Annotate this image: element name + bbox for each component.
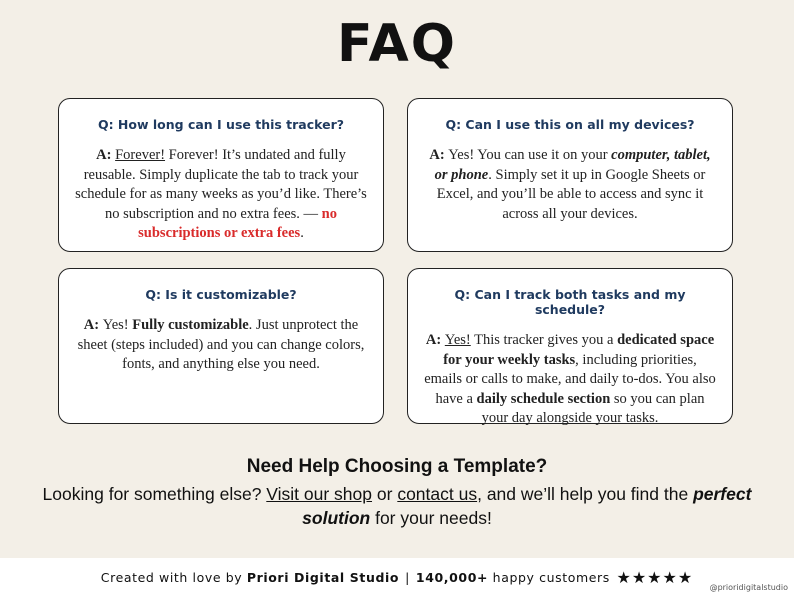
footer-bar — [0, 558, 794, 595]
answer-prefix: A: — [96, 147, 116, 163]
help-text-end: for your needs! — [370, 508, 492, 528]
customers-count: 140,000+ — [415, 570, 489, 585]
faq-card-devices — [407, 98, 733, 252]
footer-credits — [0, 568, 794, 587]
answer-text-end: . Simply set it up in Google Sheets or Excel, and you’ll be able to access and sync it across all your devices. — [436, 166, 706, 222]
answer-text-mid: , including priorities, emails or calls to make, and daily to-dos. You also have a — [424, 351, 716, 407]
footer-separator: | — [405, 570, 410, 585]
answer-text: Yes! — [102, 317, 133, 333]
page-title: FAQ — [336, 14, 457, 74]
answer-highlight: no subscriptions or extra fees — [138, 205, 337, 241]
faq-card-lifetime — [58, 98, 384, 252]
help-text-mid: , and we’ll help you find the — [477, 484, 694, 504]
answer-emphasis: computer, tablet, or phone — [434, 147, 711, 183]
answer-prefix: A: — [429, 147, 449, 163]
forever-link[interactable]: Forever! — [115, 147, 166, 163]
answer-bold-tasks: dedicated space for your weekly tasks — [443, 332, 715, 368]
answer-prefix: A: — [425, 332, 445, 348]
answer-text-end: . Just unprotect the sheet (steps included) and you can change colors, fonts, and anything else you need. — [77, 317, 365, 372]
faq-answer — [424, 146, 716, 224]
answer-text: This tracker gives you a — [470, 332, 618, 348]
faq-question: Q: Can I track both tasks and my schedule? — [454, 287, 686, 317]
help-text-start: Looking for something else? — [42, 484, 267, 504]
visit-shop-link[interactable]: Visit our shop — [266, 484, 373, 504]
answer-text: Forever! It’s undated and fully reusable. Simply duplicate the tab to track your schedule for as many weeks as you’d like. There’s no subscription and no extra fees. — — [75, 147, 367, 222]
faq-question: Q: Can I use this on all my devices? — [445, 117, 695, 132]
faq-card-customizable — [58, 268, 384, 424]
answer-text: Yes! You can use it on your — [448, 147, 612, 163]
answer-bold: Fully customizable — [132, 317, 249, 333]
social-handle: @prioridigitalstudio — [709, 583, 788, 592]
answer-text-end: . — [300, 225, 304, 241]
help-text-or: or — [372, 484, 398, 504]
footer-created-prefix: Created with love by — [100, 570, 247, 585]
answer-bold-schedule: daily schedule section — [476, 390, 611, 407]
faq-answer — [75, 316, 367, 375]
faq-answer — [75, 146, 367, 244]
customers-suffix: happy customers — [488, 570, 610, 585]
help-text — [30, 482, 764, 530]
answer-prefix: A: — [83, 317, 103, 333]
faq-question: Q: Is it customizable? — [145, 287, 297, 302]
faq-answer — [424, 331, 716, 429]
faq-question: Q: How long can I use this tracker? — [97, 117, 345, 132]
contact-us-link[interactable]: contact us — [397, 484, 478, 504]
rating-stars-icon: ★★★★★ — [616, 568, 694, 587]
help-heading: Need Help Choosing a Template? — [246, 456, 548, 477]
answer-text-end: so you can plan your day alongside your tasks. — [481, 390, 705, 426]
faq-card-tasks-schedule — [407, 268, 733, 424]
studio-name: Priori Digital Studio — [246, 570, 400, 585]
help-emphasis: perfect solution — [302, 484, 752, 528]
yes-link[interactable]: Yes! — [444, 332, 471, 348]
